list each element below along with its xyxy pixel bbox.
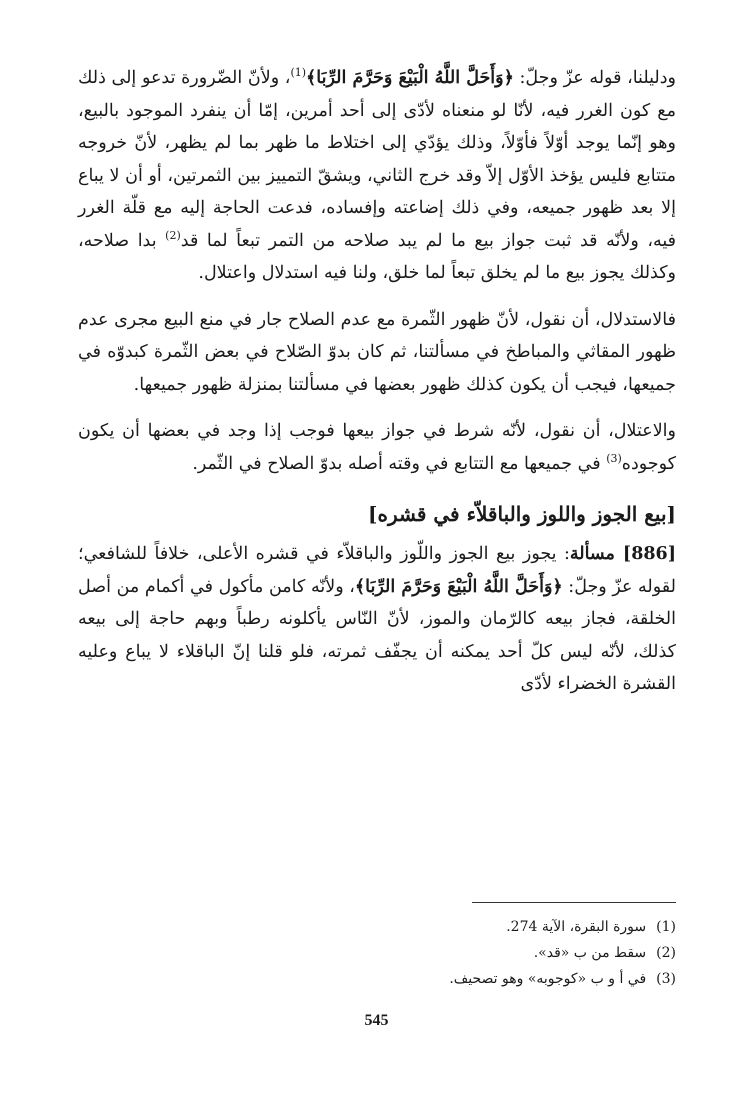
footnote-text: سورة البقرة، الآية 274.	[506, 919, 647, 935]
p3-text-a: والاعتلال، أن نقول، لأنّه شرط في جواز بيعها فوجب إذا وجد في بعضها أن يكون كوجوده	[78, 421, 676, 474]
p4-text-b: ، ولأنّه كامن مأكول في أكمام من أصل الخلقة، فجاز بيعه كالرّمان والموز، لأنّ النّاس يأكلونه رطباً وبهم حاجة إلى بيعه كذلك، لأنّه ليس كلّ أحد يمكنه أن يجفّف ثمرته، فلو قلنا إنّ الباقلاء لا يباع وعليه القشرة الخضراء لأدّى	[78, 576, 676, 694]
footnote-divider	[472, 902, 676, 903]
paragraph-itilal	[78, 415, 676, 480]
footnote-text: في أ و ب «كوجوبه» وهو تصحيف.	[449, 971, 647, 987]
p1-text-a: ودليلنا، قوله عزّ وجلّ:	[513, 68, 676, 88]
quran-verse-2: ﴿وَأَحَلَّ اللَّهُ الْبَيْعَ وَحَرَّمَ الرِّبَا﴾	[354, 576, 563, 597]
footnote-ref-1: (1)	[290, 66, 307, 80]
footnote-1	[78, 914, 676, 940]
footnote-2	[78, 940, 676, 966]
paragraph-evidence	[78, 62, 676, 290]
footnote-3	[78, 966, 676, 992]
footnote-ref-3: (3)	[606, 451, 622, 465]
footnotes	[78, 914, 676, 992]
footnote-number: (3)	[656, 971, 676, 987]
paragraph-masala-886	[78, 538, 676, 701]
main-text	[78, 62, 676, 701]
p3-text-b: في جميعها مع التتابع في وقته أصله بدوّ الصلاح في الثّمر.	[192, 453, 607, 474]
quran-verse: ﴿وَأَحَلَّ اللَّهُ الْبَيْعَ وَحَرَّمَ الرِّبَا﴾	[306, 68, 514, 88]
footnote-number: (2)	[656, 945, 676, 961]
issue-number: [886]	[622, 544, 677, 564]
p1-text-c: بدا صلاحه، وكذلك يجوز بيع ما لم يخلق تبعاً لما خلق، ولنا فيه استدلال واعتلال.	[78, 230, 676, 283]
footnote-ref-2: (2)	[165, 228, 181, 242]
paragraph-istidlal: فالاستدلال، أن نقول، لأنّ ظهور الثّمرة مع عدم الصلاح جار في منع البيع مجرى عدم ظهور المقاثي والمباطخ في مسألتنا، ثم كان بدوّ الصّلاح في بعض الثّمرة كبدوّه في جميعها، فيجب أن يكون كذلك ظهور بعضها في مسألتنا بمنزلة ظهور جميعها.	[78, 309, 676, 395]
issue-label: مسألة	[569, 544, 623, 564]
p4-text-a: : يجوز بيع الجوز واللّوز والباقلاّء في قشره الأعلى، خلافاً للشافعي؛ لقوله عزّ وجلّ:	[78, 544, 676, 597]
footnote-number: (1)	[656, 919, 676, 935]
page-number: 545	[364, 1012, 389, 1029]
footnote-text: سقط من ب «قد».	[533, 945, 647, 961]
section-heading: [بيع الجوز واللوز والباقلاّء في قشره]	[368, 502, 676, 526]
p1-text-b: ، ولأنّ الضّرورة تدعو إلى ذلك مع كون الغرر فيه، لأنّا لو منعناه لأدّى إلى أحد أمرين، إمّا أن ينفرد الموجود بالبيع، وهو إنّما يوجد أوّلاً فأوّلاً، وذلك يؤدّي إلى اختلاط ما ظهر بما لم يظهر، لأنّ خروجه متتابع فليس يؤخذ الأوّل إلاّ وقد خرج الثاني، ويشقّ التمييز بين الثمرتين، أو أن لا يباع إلا بعد ظهور جميعه، وفي ذلك إضاعته وإفساده، فدعت الحاجة إليه مع قلّة الغرر فيه، ولأنّه قد ثبت جواز بيع ما لم يبد صلاحه من التمر تبعاً لما قد	[78, 68, 676, 251]
